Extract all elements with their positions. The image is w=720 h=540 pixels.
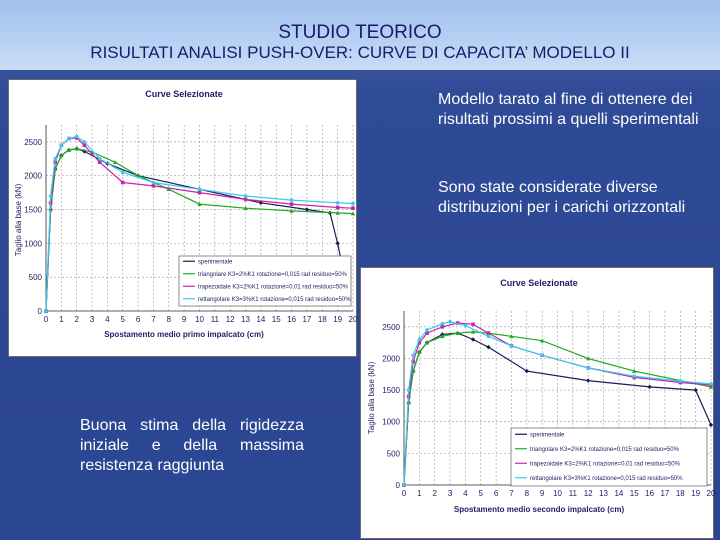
x-tick-label: 19 xyxy=(333,315,343,324)
x-tick-label: 15 xyxy=(271,315,281,324)
x-tick-label: 7 xyxy=(151,315,156,324)
x-tick-label: 20 xyxy=(348,315,358,324)
note-load-distributions: Sono state considerate diverse distribuzioni per i carichi orizzontali xyxy=(438,179,686,216)
legend-entry: triangolare K3=2%K1 rotazione=0,015 rad residuo=50% xyxy=(198,271,347,278)
legend-entry: rettangolare K3=3%K1 rotazione=0,015 rad residuo=50% xyxy=(530,475,683,482)
x-axis-label: Spostamento medio secondo impalcato (cm) xyxy=(453,505,625,514)
chart-panel-first-floor xyxy=(8,79,357,357)
x-tick-label: 0 xyxy=(401,489,407,498)
data-point xyxy=(198,191,202,195)
y-tick-label: 1000 xyxy=(24,239,42,249)
capacity-chart-second-floor xyxy=(361,268,716,538)
x-tick-label: 14 xyxy=(614,489,624,498)
legend-entry: trapezoidale K3=2%K1 rotazione=0,01 rad residuo=50% xyxy=(198,284,348,291)
legend-entry: triangolare K3=2%K1 rotazione=0,015 rad residuo=50% xyxy=(530,446,679,453)
y-tick-label: 1000 xyxy=(382,417,400,427)
x-tick-label: 1 xyxy=(59,315,64,324)
x-tick-label: 12 xyxy=(225,315,235,324)
x-tick-label: 15 xyxy=(629,489,639,498)
x-tick-label: 17 xyxy=(660,489,670,498)
data-point xyxy=(418,338,422,342)
chart-title: Curve Selezionate xyxy=(500,278,578,288)
data-point xyxy=(152,184,156,188)
data-point xyxy=(44,309,48,313)
data-point xyxy=(83,140,87,144)
x-tick-label: 17 xyxy=(302,315,312,324)
x-tick-label: 10 xyxy=(195,315,204,324)
data-point xyxy=(647,385,651,389)
data-point xyxy=(351,206,355,210)
data-point xyxy=(244,194,248,198)
note-stiffness-estimate: Buona stima della rigidezza iniziale e della massima resistenza raggiunta xyxy=(80,417,304,474)
data-point xyxy=(60,143,64,147)
legend-entry: sperimentale xyxy=(530,432,565,439)
data-point xyxy=(98,157,102,161)
x-tick-label: 2 xyxy=(74,315,79,324)
data-point xyxy=(98,160,102,164)
data-point xyxy=(290,198,294,202)
x-tick-label: 5 xyxy=(478,489,483,498)
data-point xyxy=(425,328,429,332)
x-tick-label: 13 xyxy=(241,315,251,324)
x-tick-label: 8 xyxy=(524,489,530,498)
data-point xyxy=(441,322,445,326)
y-axis-label: Taglio alla base (kN) xyxy=(367,361,376,435)
data-point xyxy=(121,171,125,175)
x-tick-label: 4 xyxy=(463,489,468,498)
data-point xyxy=(471,322,475,326)
x-tick-label: 1 xyxy=(417,489,422,498)
x-tick-label: 3 xyxy=(89,315,95,324)
y-tick-label: 1500 xyxy=(382,386,400,396)
x-tick-label: 16 xyxy=(287,315,297,324)
data-point xyxy=(75,135,79,139)
data-point xyxy=(244,198,248,202)
x-tick-label: 2 xyxy=(432,489,437,498)
data-point xyxy=(152,181,156,185)
y-tick-label: 0 xyxy=(37,307,42,316)
data-point xyxy=(679,379,683,383)
x-tick-label: 4 xyxy=(105,315,110,324)
x-tick-label: 12 xyxy=(583,489,593,498)
x-tick-label: 8 xyxy=(166,315,172,324)
data-point xyxy=(586,378,590,382)
chart-panel-second-floor xyxy=(360,267,714,539)
x-tick-label: 18 xyxy=(317,315,327,324)
x-tick-label: 3 xyxy=(447,489,453,498)
chart-title: Curve Selezionate xyxy=(145,89,223,99)
x-tick-label: 11 xyxy=(210,315,220,324)
y-tick-label: 2500 xyxy=(382,322,400,332)
x-tick-label: 20 xyxy=(706,489,716,498)
x-tick-label: 11 xyxy=(568,489,578,498)
x-tick-label: 19 xyxy=(691,489,701,498)
data-point xyxy=(471,337,475,341)
x-tick-label: 13 xyxy=(599,489,609,498)
x-tick-label: 9 xyxy=(181,315,187,324)
data-point xyxy=(448,320,452,324)
data-point xyxy=(487,331,491,335)
data-point xyxy=(540,353,544,357)
data-point xyxy=(632,374,636,378)
data-point xyxy=(510,344,514,348)
x-tick-label: 0 xyxy=(43,315,49,324)
data-point xyxy=(693,388,697,392)
y-tick-label: 1500 xyxy=(24,205,42,215)
legend-entry: sperimentale xyxy=(198,259,233,266)
data-point xyxy=(121,181,125,185)
data-point xyxy=(487,335,491,339)
y-tick-label: 2000 xyxy=(382,354,400,364)
x-tick-label: 16 xyxy=(645,489,655,498)
y-tick-label: 2500 xyxy=(24,137,42,147)
data-point xyxy=(336,201,340,205)
data-point xyxy=(586,366,590,370)
data-point xyxy=(336,206,340,210)
y-tick-label: 500 xyxy=(28,273,42,283)
data-point xyxy=(67,137,71,141)
data-point xyxy=(411,353,415,357)
data-point xyxy=(49,194,53,198)
x-tick-label: 10 xyxy=(553,489,562,498)
title-banner xyxy=(0,0,720,70)
slide-subtitle: RISULTATI ANALISI PUSH-OVER: CURVE DI CAPACITA’ MODELLO II xyxy=(90,43,630,62)
data-point xyxy=(402,483,406,487)
x-axis-label: Spostamento medio primo impalcato (cm) xyxy=(104,330,264,339)
note-calibrated-model: Modello tarato al fine di ottenere dei risultati prossimi a quelli sperimentali xyxy=(438,91,699,128)
x-tick-label: 18 xyxy=(675,489,685,498)
capacity-chart-first-floor xyxy=(9,80,356,356)
y-tick-label: 500 xyxy=(386,449,400,459)
data-point xyxy=(351,202,355,206)
x-tick-label: 9 xyxy=(539,489,545,498)
x-tick-label: 6 xyxy=(493,489,499,498)
data-point xyxy=(53,157,57,161)
slide-title: STUDIO TEORICO xyxy=(278,22,442,43)
data-point xyxy=(464,324,468,328)
data-point xyxy=(407,388,411,392)
data-point xyxy=(290,202,294,206)
data-point xyxy=(335,241,339,245)
legend-entry: rettangolare K3=3%K1 rotazione=0,015 rad residuo=50% xyxy=(198,296,351,303)
x-tick-label: 6 xyxy=(135,315,141,324)
x-tick-label: 7 xyxy=(509,489,514,498)
data-point xyxy=(709,382,713,386)
data-point xyxy=(198,187,202,191)
data-point xyxy=(709,423,713,427)
y-axis-label: Taglio alla base (kN) xyxy=(14,183,23,257)
y-tick-label: 2000 xyxy=(24,171,42,181)
y-tick-label: 0 xyxy=(395,481,400,490)
x-tick-label: 5 xyxy=(120,315,125,324)
x-tick-label: 14 xyxy=(256,315,266,324)
legend-entry: trapezoidale K3=2%K1 rotazione=0,01 rad residuo=50% xyxy=(530,461,680,468)
data-point xyxy=(441,325,445,329)
